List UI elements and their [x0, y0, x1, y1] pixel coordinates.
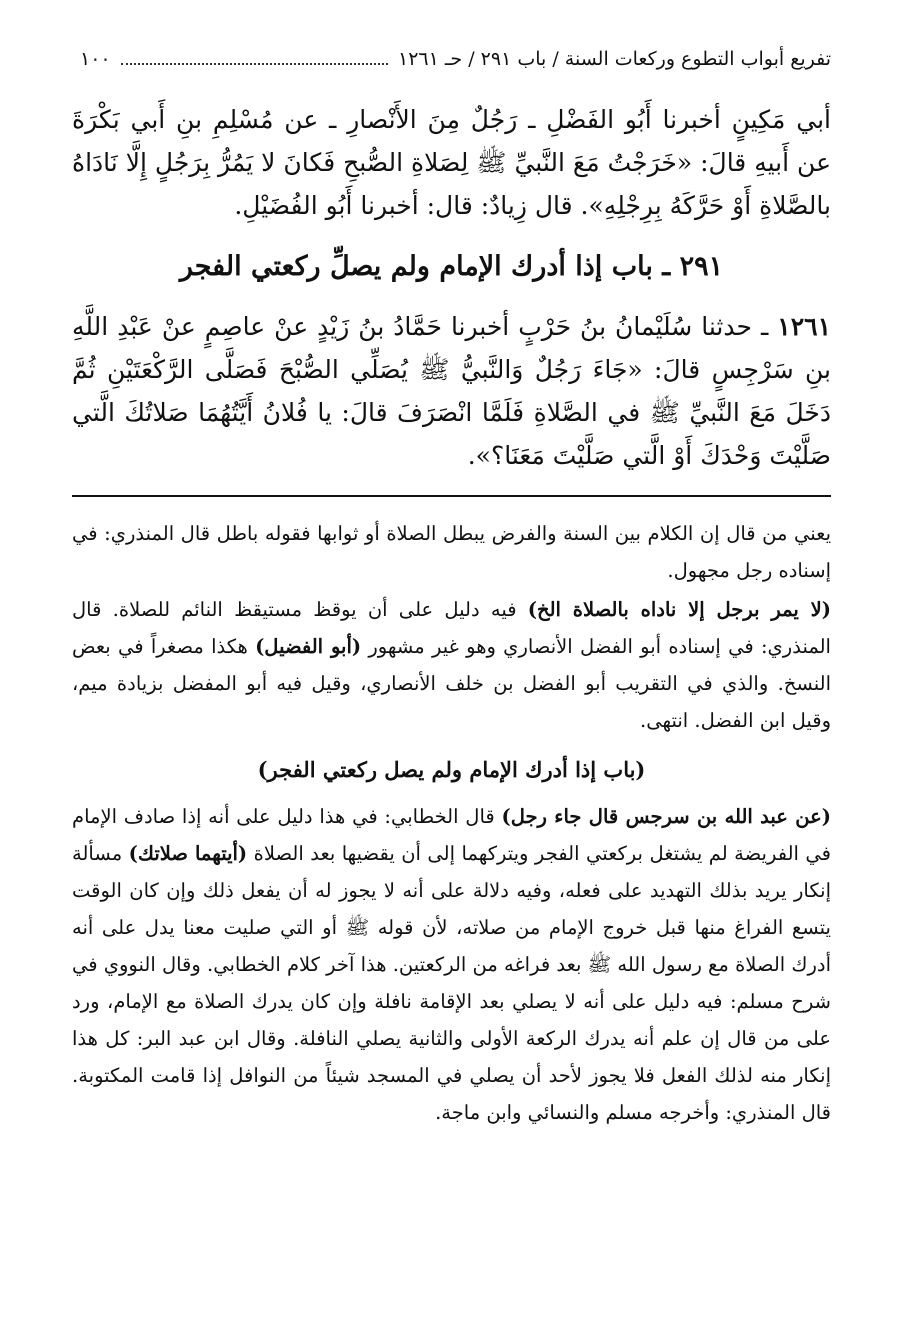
commentary-paragraph-2: (لا يمر برجل إلا ناداه بالصلاة الخ) فيه دليل على أن يوقظ مستيقظ النائم للصلاة. قال المنذري: في إسناده أبو الفضل الأنصاري وهو غير مشهور (أبو الفضيل) هكذا مصغراً في بعض النسخ. والذي في التقريب أبو الفضل بن خلف الأنصاري، وقيل فيه أبو المفضل بزيادة ميم، وقيل ابن الفضل. انتهى.	[72, 598, 831, 732]
quoted-phrase: (عن عبد الله بن سرجس قال جاء رجل)	[501, 805, 831, 828]
quoted-phrase: (لا يمر برجل إلا ناداه بالصلاة الخ)	[527, 598, 831, 621]
commentary	[72, 515, 831, 1131]
chapter-heading: ٢٩١ ـ باب إذا أدرك الإمام ولم يصلِّ ركعتي الفجر	[179, 251, 724, 282]
intro-paragraph: أبي مَكِينٍ أخبرنا أَبُو الفَضْلِ ـ رَجُلٌ مِنَ الأَنْصارِ ـ عن مُسْلِمِ بنِ أَبي بَكْرَةَ عن أَبيهِ قالَ: «خَرَجْتُ مَعَ النَّبيِّ ﷺ لِصَلاةِ الصُّبحِ فَكانَ لا يَمُرُّ بِرَجُلٍ إِلَّا نَادَاهُ بالصَّلاةِ أَوْ حَرَّكَهُ بِرِجْلِهِ». قال زِيادٌ: قال: أخبرنا أَبُو الفُضَيْلِ.	[72, 105, 831, 220]
footnote-divider	[72, 495, 831, 497]
chapter-title: إذا أدرك الإمام ولم يصلِّ ركعتي الفجر	[179, 251, 603, 282]
running-title: تفريع أبواب التطوع وركعات السنة / باب ٢٩١ / حـ ١٢٦١	[398, 48, 831, 70]
leader-dots	[121, 62, 388, 65]
commentary-paragraph-3: (عن عبد الله بن سرجس قال جاء رجل) قال الخطابي: في هذا دليل على أنه إذا صادف الإمام في الفريضة لم يشتغل بركعتي الفجر ويتركهما إلى أن يقضيها بعد الصلاة (أيتهما صلاتك) مسألة إنكار يريد بذلك التهديد على فعله، وفيه دلالة على أنه لا يجوز له أن يفعل ذلك وإن كان الوقت يتسع الفراغ منها قبل خروج الإمام من صلاته، لأن قوله ﷺ أو التي صليت معنا يدل على أنه أدرك الصلاة مع رسول الله ﷺ بعد فراغه من الركعتين. هذا آخر كلام الخطابي. وقال النووي في شرح مسلم: فيه دليل على أنه لا يصلي بعد الإقامة نافلة وإن كان يدرك الصلاة مع الإمام، ورد على من قال إن علم أنه يدرك الركعة الأولى والثانية يصلي النافلة. وقال ابن عبد البر: كل هذا إنكار منه لذلك الفعل فلا يجوز لأحد أن يصلي في المسجد شيئاً من النوافل إذا قامت المكتوبة. قال المنذري: وأخرجه مسلم والنسائي وابن ماجة.	[71, 805, 831, 1124]
commentary-sub-heading: (باب إذا أدرك الإمام ولم يصل ركعتي الفجر)	[257, 757, 646, 782]
running-header	[72, 48, 831, 88]
quoted-phrase: (أيتهما صلاتك)	[128, 842, 248, 865]
quoted-phrase: (أبو الفضيل)	[255, 635, 362, 658]
hadith-number: ١٢٦١	[777, 312, 831, 341]
chapter-number: ٢٩١	[679, 251, 724, 282]
main-text	[72, 98, 831, 227]
page-number: ١٠٠	[80, 48, 111, 70]
hadith-block: ١٢٦١ ـ حدثنا سُلَيْمانُ بنُ حَرْبٍ أخبرنا حَمَّادُ بنُ زَيْدٍ عنْ عاصِمٍ عنْ عَبْدِ اللَّهِ بنِ سَرْجِسٍ قالَ: «جَاءَ رَجُلٌ وَالنَّبيُّ ﷺ يُصَلِّي الصُّبْحَ فَصَلَّى الرَّكْعَتَيْنِ ثُمَّ دَخَلَ مَعَ النَّبيِّ ﷺ في الصَّلاةِ فَلَمَّا انْصَرَفَ قالَ: يا فُلانُ أَيَّتُهُمَا صَلاتُكَ الَّتي صَلَّيْتَ وَحْدَكَ أَوْ الَّتي صَلَّيْتَ مَعَنَا؟».	[72, 312, 831, 470]
commentary-paragraph-1: يعني من قال إن الكلام بين السنة والفرض يبطل الصلاة أو ثوابها فقوله باطل قال المنذري: في إسناده رجل مجهول.	[72, 522, 831, 582]
chapter-keyword: باب	[611, 251, 653, 282]
hadith-text: حدثنا سُلَيْمانُ بنُ حَرْبٍ أخبرنا حَمَّادُ بنُ زَيْدٍ عنْ عاصِمٍ عنْ عَبْدِ اللَّهِ بنِ سَرْجِسٍ قالَ: «جَاءَ رَجُلٌ وَالنَّبيُّ ﷺ يُصَلِّي الصُّبْحَ فَصَلَّى الرَّكْعَتَيْنِ ثُمَّ دَخَلَ مَعَ النَّبيِّ ﷺ في الصَّلاةِ فَلَمَّا انْصَرَفَ قالَ: يا فُلانُ أَيَّتُهُمَا صَلاتُكَ الَّتي صَلَّيْتَ وَحْدَكَ أَوْ الَّتي صَلَّيْتَ مَعَنَا؟».	[72, 312, 831, 470]
